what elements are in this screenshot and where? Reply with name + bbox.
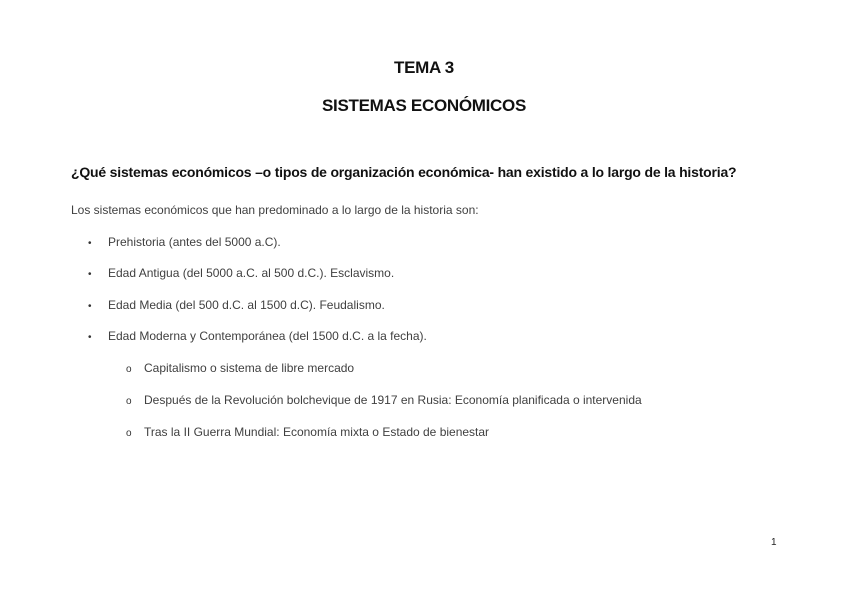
sub-list-item-text: Después de la Revolución bolchevique de 1917 en Rusia: Economía planificada o intervenida xyxy=(144,393,642,407)
sub-list-item-economia-planificada xyxy=(126,393,642,407)
sub-list-item-text: Capitalismo o sistema de libre mercado xyxy=(144,361,355,375)
list-item-text: Prehistoria (antes del 5000 a.C). xyxy=(108,235,281,249)
sub-list-item-text: Tras la II Guerra Mundial: Economía mixta o Estado de bienestar xyxy=(144,425,490,439)
circle-bullet-icon: o xyxy=(126,428,132,439)
intro-paragraph: Los sistemas económicos que han predominado a lo largo de la historia son: xyxy=(71,203,479,217)
bullet-icon: • xyxy=(88,238,92,249)
document-subtitle: SISTEMAS ECONÓMICOS xyxy=(322,96,526,115)
list-item-edad-media xyxy=(88,298,385,312)
bullet-icon: • xyxy=(88,301,92,312)
circle-bullet-icon: o xyxy=(126,396,132,407)
list-item-edad-antigua xyxy=(88,266,394,280)
list-item-text: Edad Moderna y Contemporánea (del 1500 d.C. a la fecha). xyxy=(108,329,427,343)
page-number: 1 xyxy=(771,537,777,548)
list-item-prehistoria xyxy=(88,235,281,249)
sub-list-item-capitalismo xyxy=(126,361,354,375)
list-item-text: Edad Media (del 500 d.C. al 1500 d.C). Feudalismo. xyxy=(108,298,385,312)
bullet-icon: • xyxy=(88,332,92,343)
sub-list-item-economia-mixta xyxy=(126,425,489,439)
section-question-heading: ¿Qué sistemas económicos –o tipos de organización económica- han existido a lo largo de la historia? xyxy=(71,164,737,180)
document-title: TEMA 3 xyxy=(394,58,454,77)
list-item-text: Edad Antigua (del 5000 a.C. al 500 d.C.). Esclavismo. xyxy=(108,266,395,280)
bullet-icon: • xyxy=(88,269,92,280)
circle-bullet-icon: o xyxy=(126,364,132,375)
list-item-edad-moderna xyxy=(88,329,427,343)
